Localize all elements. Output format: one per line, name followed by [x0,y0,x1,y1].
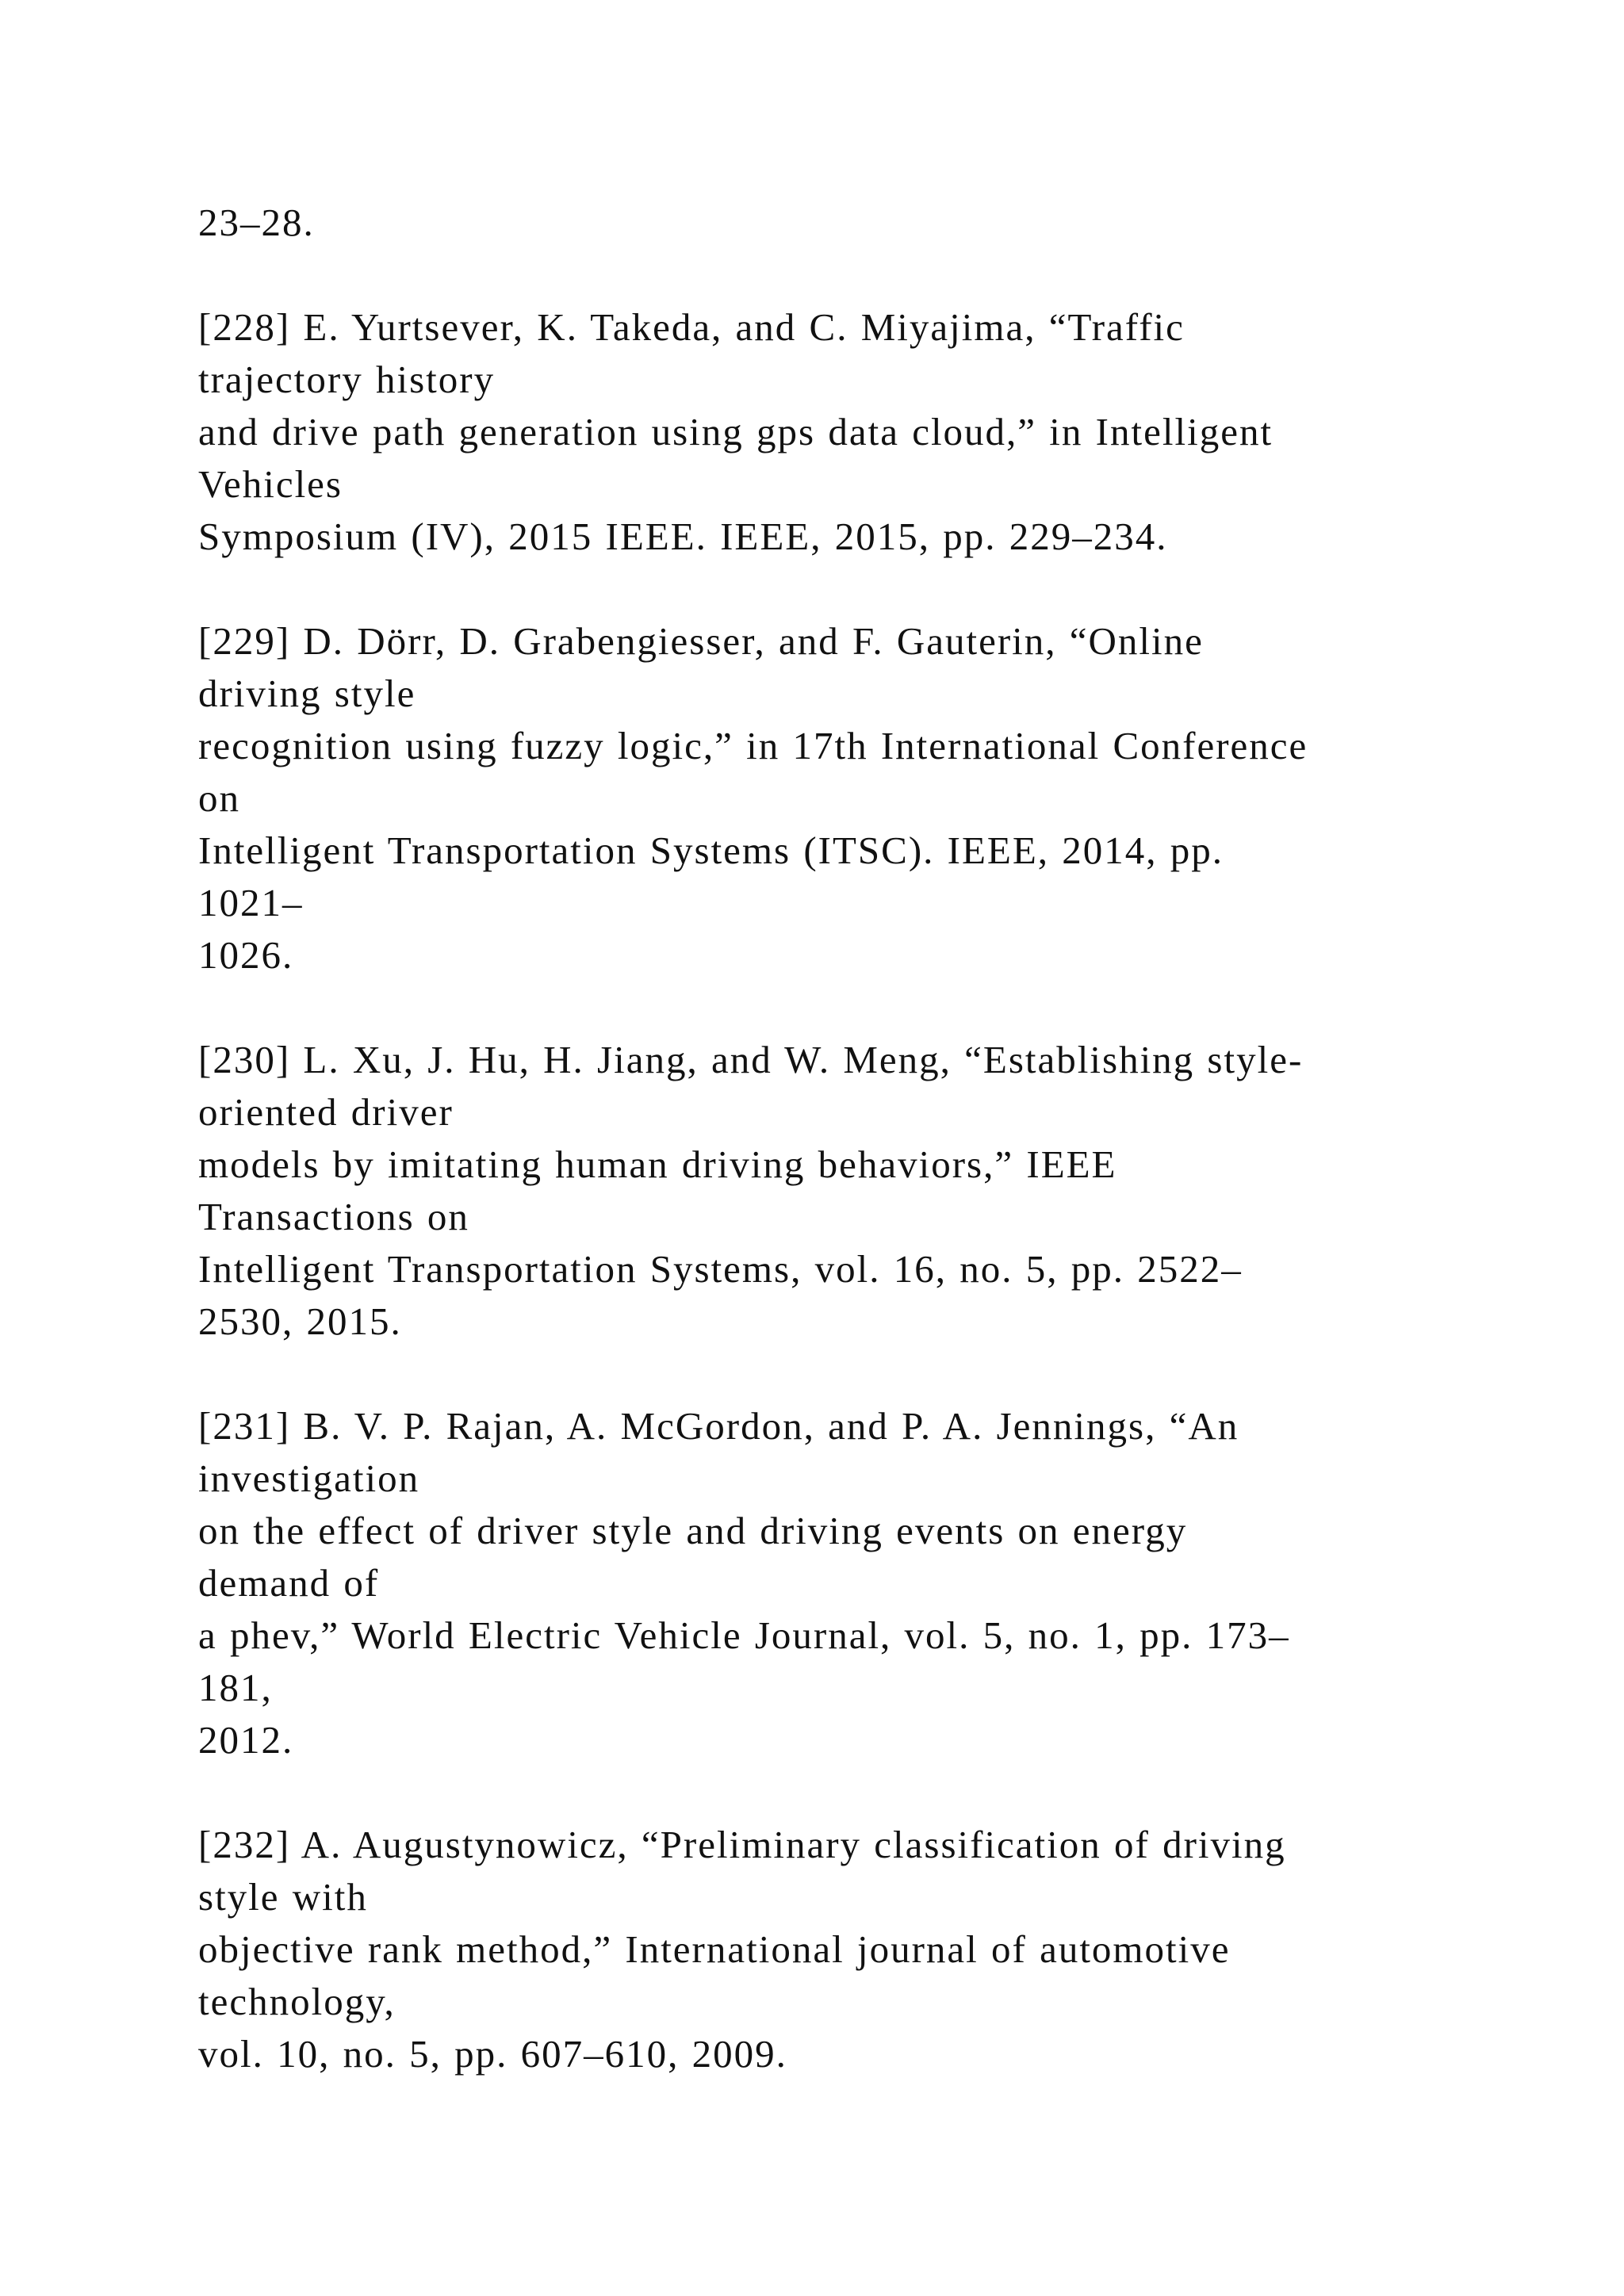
paragraph-gap [198,563,1451,615]
text-line: 1026. [198,933,294,977]
text-line: [231] B. V. P. Rajan, A. McGordon, and P. A. Jennings, “An [198,1404,1239,1448]
text-line: on [198,776,240,820]
text-line: 1021– [198,881,304,924]
text-line: recognition using fuzzy logic,” in 17th International Conference [198,724,1308,767]
reference-230 [198,1034,1451,1348]
text-line: Symposium (IV), 2015 IEEE. IEEE, 2015, pp. 229–234. [198,515,1168,558]
text-line: Intelligent Transportation Systems, vol. 16, no. 5, pp. 2522– [198,1247,1243,1291]
text-line: on the effect of driver style and driving events on energy [198,1509,1188,1552]
reference-list [198,197,1451,2080]
paragraph-gap [198,1348,1451,1400]
text-line: technology, [198,1980,396,2023]
reference-228 [198,301,1451,563]
text-line: Transactions on [198,1195,469,1238]
paragraph-gap [198,982,1451,1034]
text-line: [230] L. Xu, J. Hu, H. Jiang, and W. Meng, “Establishing style- [198,1038,1304,1081]
text-line: trajectory history [198,358,496,401]
text-line: Intelligent Transportation Systems (ITSC). IEEE, 2014, pp. [198,828,1224,872]
text-line: [228] E. Yurtsever, K. Takeda, and C. Miyajima, “Traffic [198,305,1185,349]
text-line: a phev,” World Electric Vehicle Journal, vol. 5, no. 1, pp. 173– [198,1613,1290,1657]
text-line: 181, [198,1666,273,1709]
text-line: demand of [198,1561,380,1605]
text-line: investigation [198,1456,420,1500]
text-line: oriented driver [198,1090,454,1134]
text-line: and drive path generation using gps data cloud,” in Intelligent [198,410,1274,453]
paragraph-gap [198,249,1451,301]
text-line: [232] A. Augustynowicz, “Preliminary classification of driving [198,1823,1286,1866]
text-line: driving style [198,672,416,715]
lead-fragment [198,197,1451,249]
text-line: 2530, 2015. [198,1299,402,1343]
text-line: 2012. [198,1718,294,1762]
text-line: objective rank method,” International journal of automotive [198,1927,1231,1971]
reference-232 [198,1819,1451,2080]
text-line: [229] D. Dörr, D. Grabengiesser, and F. Gauterin, “Online [198,619,1204,663]
text-line: models by imitating human driving behaviors,” IEEE [198,1142,1117,1186]
text-line: vol. 10, no. 5, pp. 607–610, 2009. [198,2032,787,2076]
text-line: 23–28. [198,201,315,244]
text-line: style with [198,1875,368,1919]
text-line: Vehicles [198,462,343,506]
reference-231 [198,1400,1451,1766]
reference-229 [198,615,1451,982]
paragraph-gap [198,1766,1451,1819]
